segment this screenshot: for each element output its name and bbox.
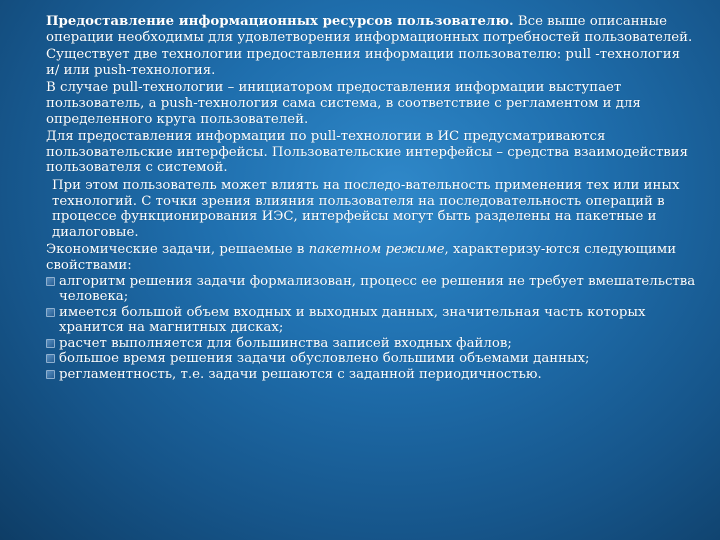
bullet-item: [46, 305, 696, 336]
paragraph-1-text: Все выше описанные операции необходимы для удовлетворения информационных потребностей пользователей.: [46, 14, 693, 45]
bullet-item: [46, 367, 696, 383]
bullet-item: [46, 351, 696, 367]
paragraph-1-lead: Предоставление информационных ресурсов пользователю.: [46, 14, 514, 29]
paragraph-6-end: , характеризу-ются следующими свойствами:: [46, 242, 677, 273]
bullet-text: алгоритм решения задачи формализован, процесс ее решения не требует вмешательства человека;: [59, 273, 696, 305]
square-bullet-icon: [46, 370, 55, 379]
square-bullet-icon: [46, 308, 55, 317]
square-bullet-icon: [46, 277, 55, 286]
bullet-item: [46, 336, 696, 352]
bullet-text: имеется большой объем входных и выходных данных, значительная часть которых хранится на магнитных дисках;: [59, 304, 646, 336]
paragraph-3: В случае pull-технологии – инициатором предоставления информации выступает пользователь, а push-технология сама система, в соответствие с регламентом и для определенного круга пользователей.: [46, 80, 641, 127]
slide-body: [46, 14, 696, 383]
paragraph-5: При этом пользователь может влиять на последо-вательность применения тех или иных технологий. С точки зрения влияния пользователя на последовательность операций в процессе функционирования ИЭС, интерфейсы могут быть разделены на пакетные и диалоговые.: [52, 177, 680, 240]
square-bullet-icon: [46, 354, 55, 363]
square-bullet-icon: [46, 339, 55, 348]
paragraph-1: [46, 14, 696, 45]
bullet-text: большое время решения задачи обусловлено большими объемами данных;: [59, 351, 590, 367]
paragraph-6-emphasis: пакетном режиме: [308, 242, 445, 258]
bullet-item: [46, 274, 696, 305]
paragraph-4: Для предоставления информации по pull-технологии в ИС предусматриваются пользовательские интерфейсы. Пользовательские интерфейсы – средства взаимодействия пользователя с системой.: [46, 129, 689, 176]
bullet-text: расчет выполняется для большинства записей входных файлов;: [59, 335, 512, 351]
bullet-text: регламентность, т.е. задачи решаются с заданной периодичностью.: [59, 367, 542, 383]
paragraph-2: Существует две технологии предоставления информации пользователю: pull -технология и/ или push-технология.: [46, 47, 680, 78]
paragraph-6-start: Экономические задачи, решаемые в: [46, 242, 309, 258]
paragraph-6: [46, 242, 696, 273]
